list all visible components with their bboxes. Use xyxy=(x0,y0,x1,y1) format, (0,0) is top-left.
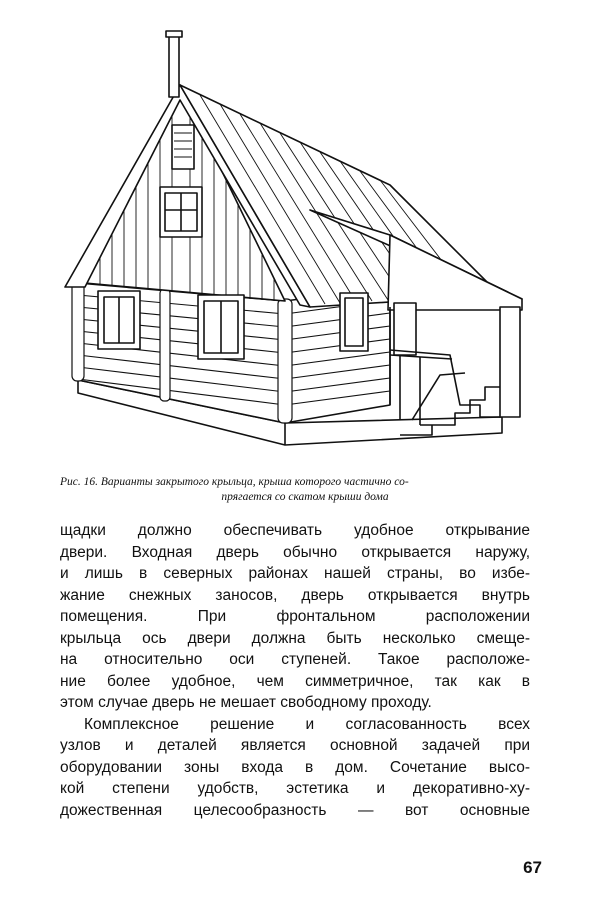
body-text xyxy=(60,520,530,821)
text-line: двери. Входная дверь обычно открывается наружу, xyxy=(60,543,530,561)
text-line: жание снежных заносов, дверь открывается внутрь xyxy=(60,586,530,604)
page-number: 67 xyxy=(523,858,542,877)
figure-caption xyxy=(60,475,530,505)
text-line: дожественная целесообразность — вот основные xyxy=(60,801,530,819)
text-line: и лишь в северных районах нашей страны, во избе- xyxy=(60,565,530,582)
text-line: оборудовании зоны входа в дом. Сочетание высо- xyxy=(60,758,530,776)
text-line: ние более удобное, чем симметричное, так как в xyxy=(60,672,530,690)
text-line: кой степени удобств, эстетика и декоративно-ху- xyxy=(60,780,530,797)
text-line: щадки должно обеспечивать удобное открывание xyxy=(60,522,530,539)
text-line: узлов и деталей является основной задачей при xyxy=(60,737,530,754)
text-line: помещения. При фронтальном расположении xyxy=(60,608,530,625)
text-line: крыльца ось двери должна быть несколько смеще- xyxy=(60,629,530,647)
caption-line: прягается со скатом крыши дома xyxy=(221,491,389,503)
text-line: Комплексное решение и согласованность всех xyxy=(84,715,530,733)
text-line: на относительно оси ступеней. Такое расположе- xyxy=(60,651,530,668)
caption-line: Рис. 16. Варианты закрытого крыльца, крыша которого частично со- xyxy=(60,476,409,488)
house-illustration xyxy=(60,25,540,465)
text-line: этом случае дверь не мешает свободному проходу. xyxy=(60,694,432,711)
